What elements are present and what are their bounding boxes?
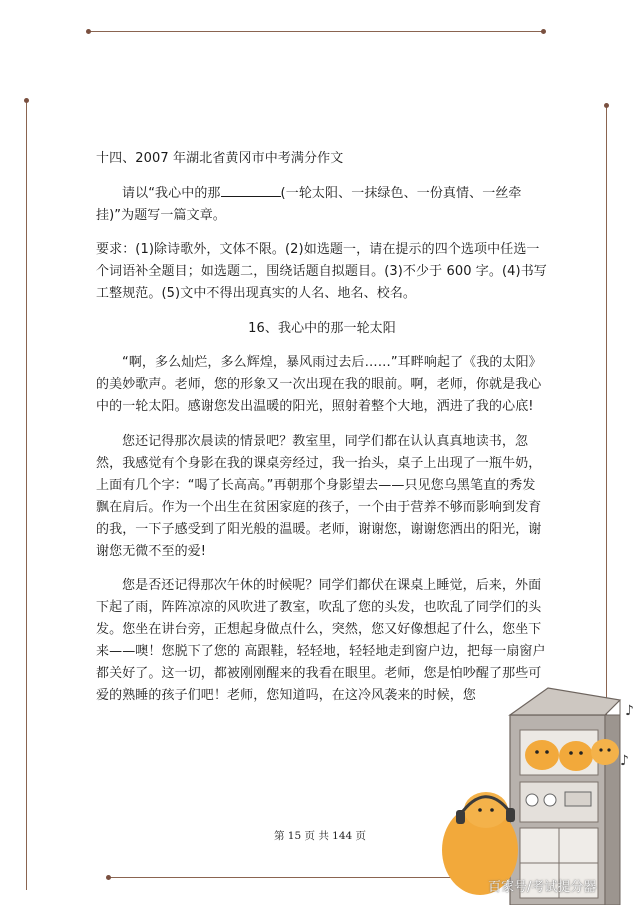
section-heading: 十四、2007 年湖北省黄冈市中考满分作文 (96, 151, 344, 166)
watermark: 百家号/考试提分器 (488, 880, 597, 895)
prompt-text-start: 请以“我心中的那 (122, 185, 221, 201)
document-body (96, 148, 548, 720)
corner-dot (24, 98, 29, 103)
essay-paragraph: 您还记得那次晨读的情景吧？教室里，同学们都在认认真真地读书，忽然，我感觉有个身影在我的课桌旁经过，我一抬头，桌子上出现了一瓶牛奶，上面有几个字：“喝了长高高。”再朝那个身影望去——只见您乌黑笔直的秀发飘在肩后。作为一个出生在贫困家庭的孩子，一个由于营养不够而影响到发育的我，一下子感受到了阳光般的温暖。老师，谢谢您，谢谢您洒出的阳光，谢谢您无微不至的爱! (96, 433, 542, 559)
corner-dot (541, 29, 546, 34)
left-border-line (26, 100, 27, 890)
title-blank (221, 184, 281, 197)
writing-prompt (96, 183, 548, 227)
corner-dot (106, 875, 111, 880)
corner-dot (604, 103, 609, 108)
essay-paragraph: 您是否还记得那次午休的时候呢？同学们都伏在课桌上睡觉，后来，外面下起了雨，阵阵凉凉的风吹进了教室，吹乱了您的头发，也吹乱了同学们的头发。您坐在讲台旁，正想起身做点什么，突然，您又好像想起了什么，您坐下来——噢！您脱下了您的 高跟鞋，轻轻地，轻轻地走到窗户边，把每一扇窗户都关好了。这一切，都被刚刚醒来的我看在眼里。老师，您是怕吵醒了那些可爱的熟睡的孩子们吧！老师，您知道吗，在这冷风袭来的时候，您 (96, 578, 546, 703)
essay-title: 16、我心中的那一轮太阳 (248, 320, 396, 336)
corner-dot (86, 29, 91, 34)
svg-text:♪: ♪ (625, 703, 634, 719)
music-cabinet-illustration (430, 660, 640, 905)
requirements: 要求：(1)除诗歌外，文体不限。(2)如选题一，请在提示的四个选项中任选一个词语补全题目；如选题二，围绕话题自拟题目。(3)不少于 600 字。(4)书写工整规范。(5)文中不得出现真实的人名、地名、校名。 (96, 242, 547, 301)
page-number-footer: 第 15 页 共 144 页 (273, 830, 367, 842)
svg-text:♪: ♪ (620, 753, 629, 769)
essay-paragraph: “啊，多么灿烂，多么辉煌，暴风雨过去后……”耳畔响起了《我的太阳》的美妙歌声。老师，您的形象又一次出现在我的眼前。啊，老师，你就是我心中的一轮太阳。感谢您发出温暖的阳光，照射着整个大地，洒进了我的心底! (96, 355, 542, 414)
prompt-text-end: (一轮太阳、一抹绿色、一份真情、一丝牵挂)”为题写一篇文章。 (96, 185, 522, 223)
top-border-line (88, 31, 544, 32)
